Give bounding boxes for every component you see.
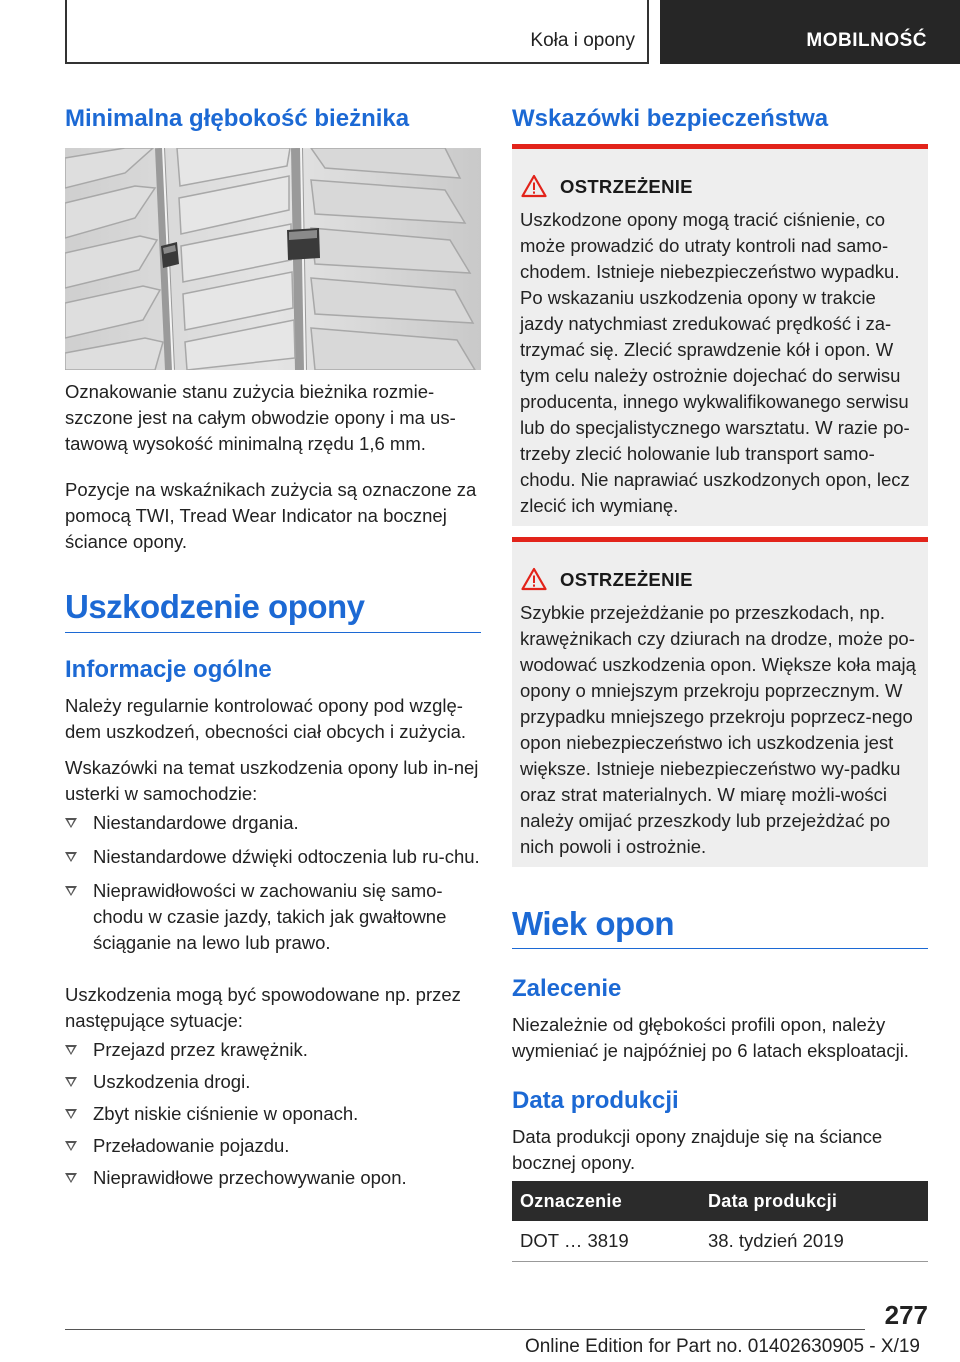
- warning-text: Szybkie przejeżdżanie po przeszkodach, np. krawężnikach czy dziurach na drodze, może po-wodować uszkodzenia opon. Większe koła mają opony o mniejszym przekroju poprzecznym. W przypadku mniejszego przekroju poprzecz-nego opon niebezpieczeństwo ich uszkodzenia jest większe. Istnieje niebezpieczeństwo wy-padku oraz strat materialnych. W miarę możli-wości należy omijać przeszkody lub przejeżdżać po nich powoli i ostrożnie.: [520, 602, 916, 857]
- production-date-text: Data produkcji opony znajduje się na ściance bocznej opony.: [512, 1126, 883, 1173]
- bullet-triangle-icon: [65, 1045, 77, 1055]
- recommendation-text: Niezależnie od głębokości profili opon, należy wymieniać je najpóźniej po 6 latach eksploatacji.: [512, 1014, 909, 1061]
- general-info-paragraph: Należy regularnie kontrolować opony pod wzglę-dem uszkodzeń, obecności ciał obcych i zużycia.: [65, 695, 467, 742]
- warning-title: OSTRZEŻENIE: [560, 176, 693, 197]
- header-chapter-label: MOBILNOŚĆ: [806, 30, 927, 51]
- heading-production-date: Data produkcji: [512, 1087, 679, 1114]
- tire-tread-image: [65, 148, 481, 370]
- bullet-triangle-icon: [65, 1173, 77, 1183]
- header-chapter-tab: [660, 0, 960, 64]
- bullet-triangle-icon: [65, 1077, 77, 1087]
- heading-tire-damage: Uszkodzenie opony: [65, 588, 365, 625]
- tread-illustration: [65, 148, 481, 370]
- causes-list: [65, 1037, 481, 1191]
- section-rule: [512, 948, 928, 949]
- list-item: Nieprawidłowości w zachowaniu się samo-chodu w czasie jazdy, takich jak gwałtowne ściąganie na lewo lub prawo.: [65, 878, 481, 956]
- table-header-row: [512, 1181, 928, 1221]
- warning-box: [512, 144, 928, 526]
- warning-title: OSTRZEŻENIE: [560, 569, 693, 590]
- page-number: 277: [884, 1300, 928, 1330]
- heading-tire-age: Wiek opon: [512, 905, 675, 942]
- list-item: Niestandardowe drgania.: [65, 810, 481, 836]
- table-cell: 38. tydzień 2019: [700, 1221, 928, 1261]
- heading-safety-notes: Wskazówki bezpieczeństwa: [512, 105, 829, 132]
- heading-general-info: Informacje ogólne: [65, 656, 272, 683]
- tread-indicator-description: Pozycje na wskaźnikach zużycia są oznaczone za pomocą TWI, Tread Wear Indicator na bocznej ściance opony.: [65, 479, 477, 552]
- list-item: Przeładowanie pojazdu.: [65, 1133, 481, 1159]
- header-section-title: Koła i opony: [530, 30, 635, 51]
- bullet-triangle-icon: [65, 852, 77, 862]
- heading-tread-depth: Minimalna głębokość bieżnika: [65, 105, 410, 132]
- column-header: Data produkcji: [700, 1181, 928, 1221]
- list-item: Przejazd przez krawężnik.: [65, 1037, 481, 1063]
- page-header: [0, 0, 960, 66]
- list-item: Niestandardowe dźwięki odtoczenia lub ru-chu.: [65, 844, 481, 870]
- production-date-table: [512, 1181, 928, 1262]
- warning-triangle-icon: [521, 567, 547, 591]
- footer-rule: [65, 1329, 865, 1330]
- list-item: Zbyt niskie ciśnienie w oponach.: [65, 1101, 481, 1127]
- damage-hints-intro: Wskazówki na temat uszkodzenia opony lub in-nej usterki w samochodzie:: [65, 757, 479, 804]
- warning-text: Uszkodzone opony mogą tracić ciśnienie, co może prowadzić do utraty kontroli nad samo-chodem. Istnieje niebezpieczeństwo wypadku. Po wskazaniu uszkodzenia opony w trakcie jazdy natychmiast zredukować prędkość i za-trzymać się. Zlecić sprawdzenie kół i opon. W tym celu należy ostrożnie dojechać do serwisu producenta, innego wykwalifikowanego serwisu lub do specjalistycznego warsztatu. W razie po-trzeby zlecić holowanie lub transport samo-chodu. Nie naprawiać uszkodzonych opon, lecz zlecić ich wymianę.: [520, 209, 910, 516]
- heading-recommendation: Zalecenie: [512, 975, 622, 1002]
- table-cell: DOT … 3819: [512, 1221, 700, 1261]
- tread-description: Oznakowanie stanu zużycia bieżnika rozmie-szczone jest na całym obwodzie opony i ma us-tawową wysokość minimalną rzędu 1,6 mm.: [65, 381, 456, 454]
- symptoms-list: [65, 810, 481, 956]
- column-header: Oznaczenie: [512, 1181, 700, 1221]
- damage-causes-intro: Uszkodzenia mogą być spowodowane np. przez następujące sytuacje:: [65, 984, 461, 1031]
- section-rule: [65, 632, 481, 633]
- bullet-triangle-icon: [65, 1141, 77, 1151]
- footer-edition: Online Edition for Part no. 01402630905 - X/19: [524, 1336, 920, 1357]
- warning-box: [512, 537, 928, 867]
- list-item: Nieprawidłowe przechowywanie opon.: [65, 1165, 481, 1191]
- table-row: [512, 1221, 928, 1261]
- warning-triangle-icon: [521, 174, 547, 198]
- bullet-triangle-icon: [65, 1109, 77, 1119]
- list-item: Uszkodzenia drogi.: [65, 1069, 481, 1095]
- bullet-triangle-icon: [65, 886, 77, 896]
- bullet-triangle-icon: [65, 818, 77, 828]
